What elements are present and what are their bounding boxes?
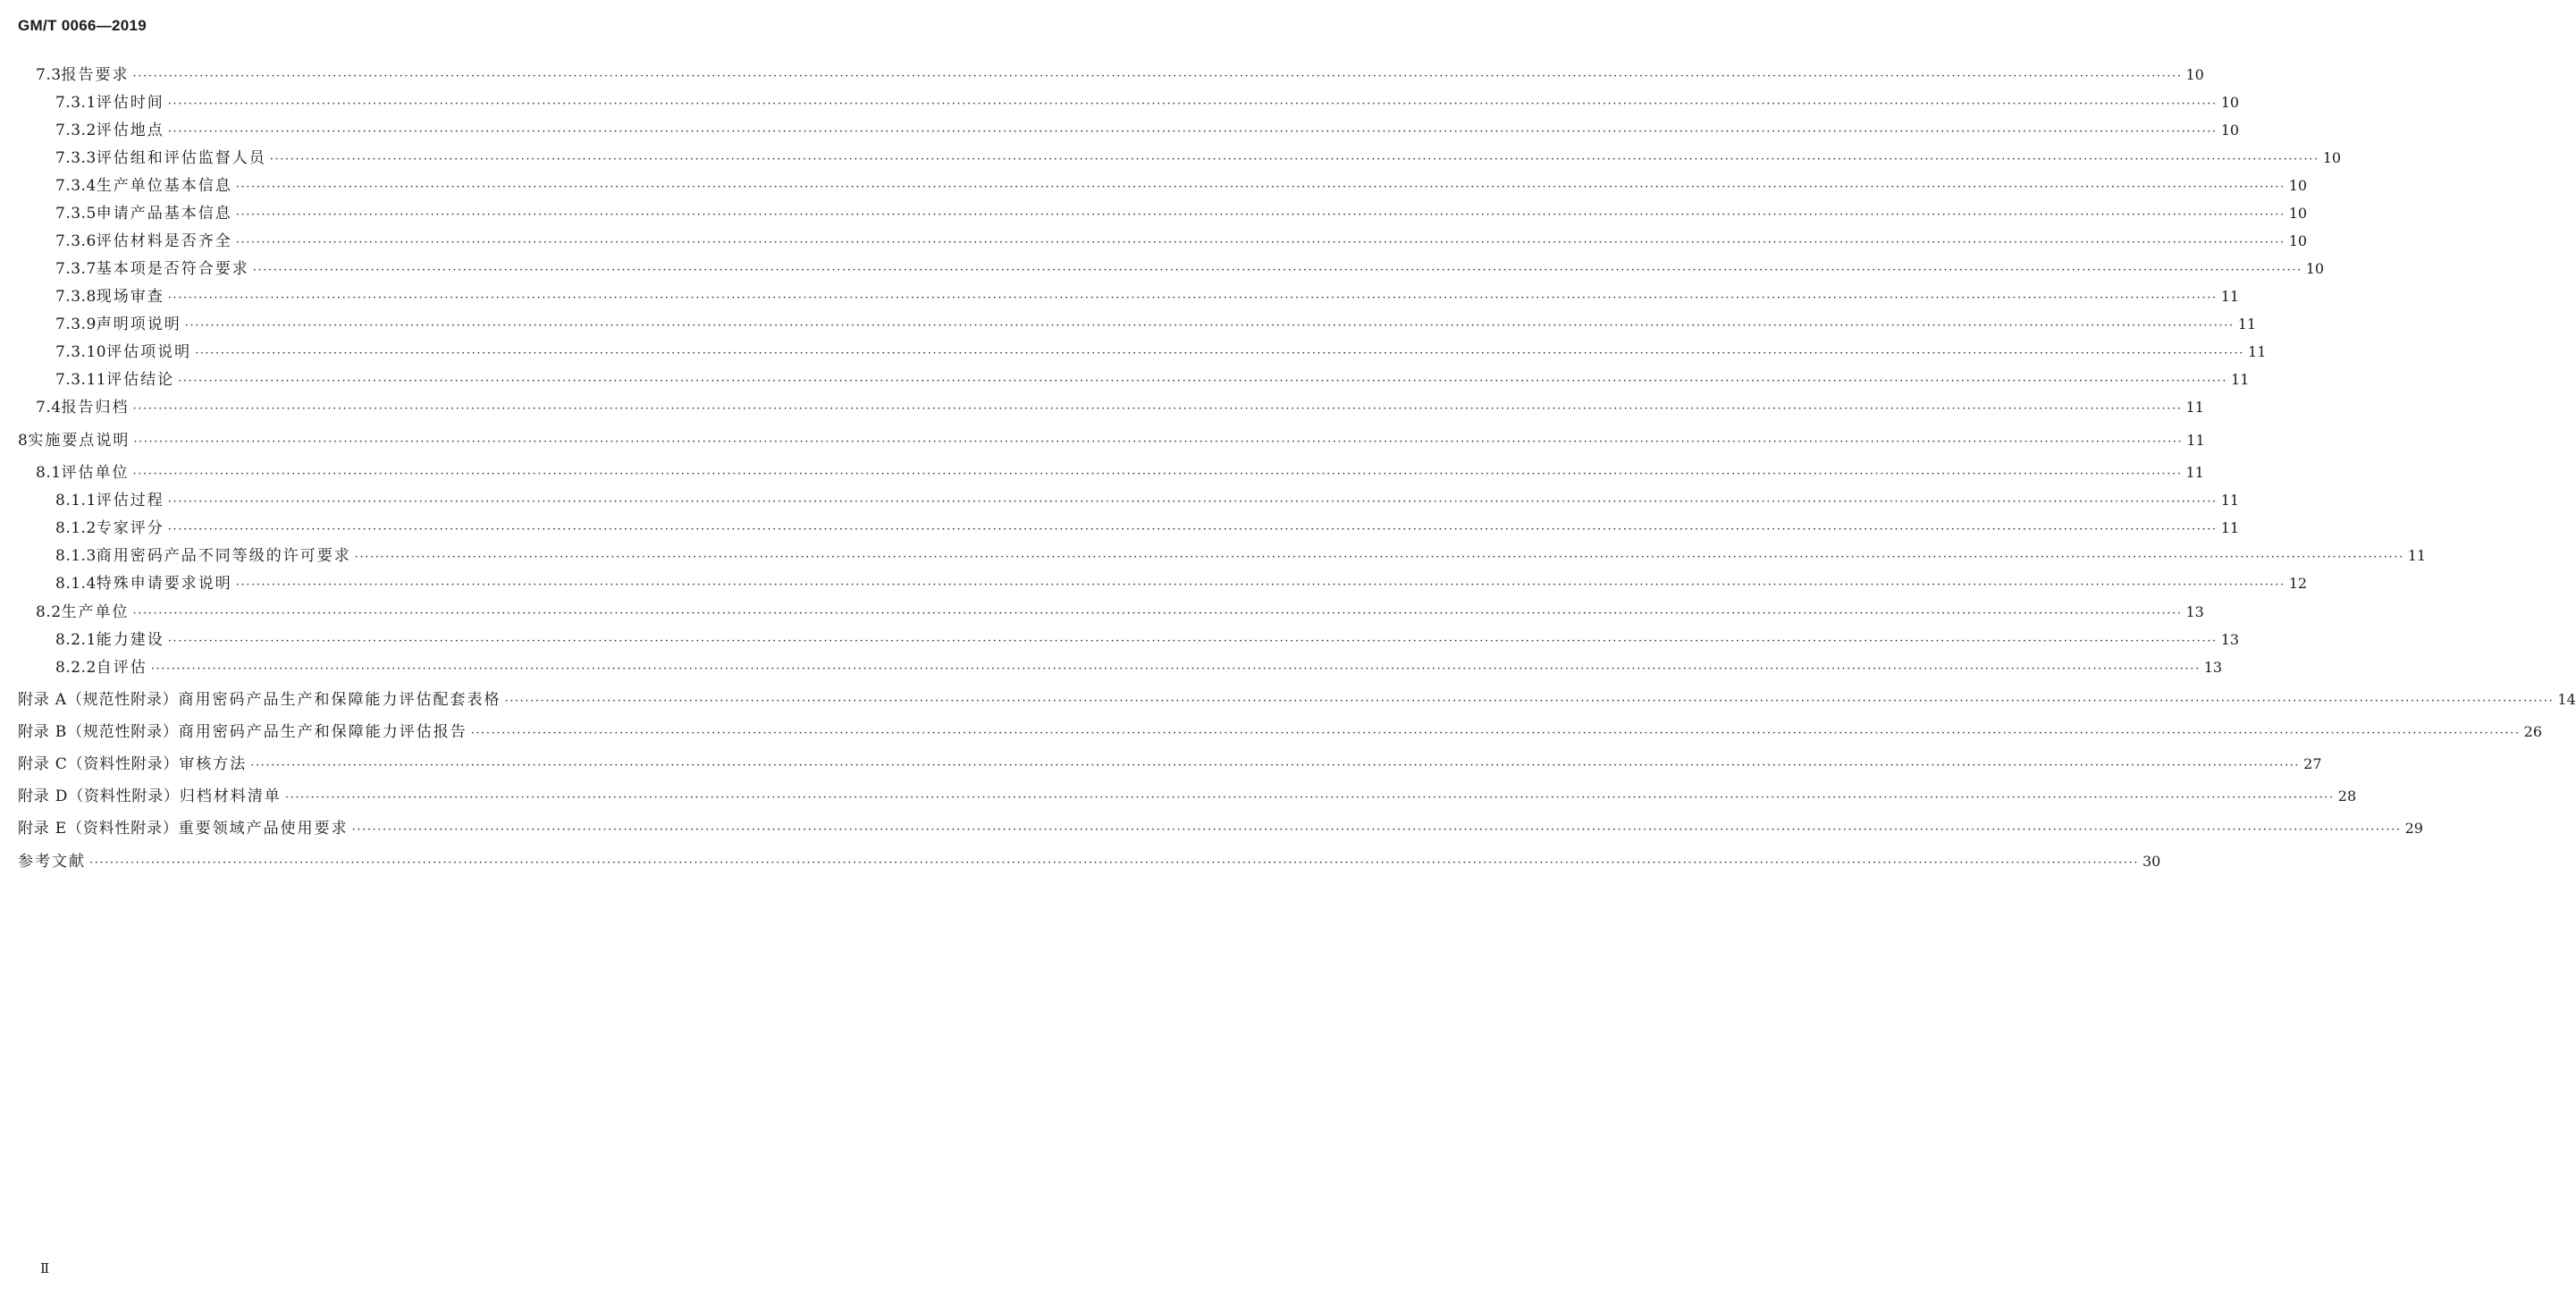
toc-entry[interactable] [55, 573, 2308, 594]
toc-entry-page: 13 [2185, 603, 2204, 620]
toc-entry-page: 11 [2185, 464, 2204, 481]
toc-entry-number: 8.1.2 [55, 519, 97, 537]
toc-entry[interactable] [55, 203, 2308, 224]
toc-entry-title: 参考文献 [18, 853, 86, 871]
toc-dot-leader: ················································································································································································································································································································································································································ [167, 97, 2218, 111]
toc-entry-title: 专家评分 [96, 519, 164, 537]
toc-entry[interactable] [18, 851, 2161, 872]
toc-entry[interactable] [55, 545, 2427, 567]
toc-entry[interactable] [55, 629, 2240, 651]
toc-entry-title: 评估地点 [96, 122, 164, 139]
toc-entry-title: 能力建设 [96, 631, 164, 649]
toc-dot-leader: ················································································································································································································································································································································································································ [132, 467, 2183, 481]
toc-entry[interactable] [55, 657, 2223, 678]
toc-entry[interactable] [55, 341, 2267, 363]
toc-entry-page: 11 [2220, 492, 2240, 509]
standard-code-header: GM/T 0066—2019 [18, 17, 147, 34]
toc-dot-leader: ················································································································································································································································································································································································································ [167, 291, 2218, 305]
toc-entry-number: 7.3.2 [55, 122, 97, 139]
toc-entry-page: 10 [2288, 232, 2308, 249]
toc-entry-number: 附录 D（资料性附录） [18, 787, 180, 805]
toc-dot-leader: ················································································································································································································································································································································································································ [351, 823, 2402, 837]
toc-entry-page: 28 [2337, 787, 2357, 804]
toc-entry[interactable] [55, 314, 2257, 335]
toc-dot-leader: ················································································································································································································································································································································································································ [132, 607, 2183, 620]
toc-entry[interactable] [55, 286, 2240, 307]
toc-entry[interactable] [18, 689, 2576, 711]
toc-entry[interactable] [55, 490, 2240, 511]
toc-entry-page: 13 [2203, 659, 2223, 676]
toc-entry-title: 评估结论 [106, 371, 175, 389]
toc-dot-leader: ················································································································································································································································································································································································································ [132, 402, 2183, 416]
page-number: Ⅱ [40, 1260, 50, 1276]
toc-entry[interactable] [55, 369, 2250, 391]
toc-entry-number: 7.3.6 [55, 232, 97, 250]
toc-entry-page: 10 [2322, 149, 2342, 166]
toc-entry-number: 8.1.3 [55, 547, 97, 565]
toc-entry-title: 实施要点说明 [28, 432, 130, 450]
toc-entry-title: 审核方法 [179, 755, 248, 773]
toc-entry-page: 11 [2248, 343, 2267, 360]
toc-entry-page: 26 [2523, 723, 2542, 740]
toc-entry-title: 商用密码产品不同等级的许可要求 [96, 547, 351, 565]
toc-entry-number: 7.3.3 [55, 149, 97, 167]
toc-entry-number: 7.3.8 [55, 288, 97, 306]
toc-entry-number: 8 [18, 432, 29, 450]
toc-entry-number: 8.2.2 [55, 659, 97, 677]
toc-entry-page: 10 [2220, 94, 2240, 111]
toc-dot-leader: ················································································································································································································································································································································································································ [133, 435, 2184, 449]
toc-entry[interactable] [18, 430, 2205, 451]
toc-entry-title: 评估材料是否齐全 [96, 232, 232, 250]
toc-entry-title: 特殊申请要求说明 [96, 575, 232, 593]
toc-entry-title: 商用密码产品生产和保障能力评估配套表格 [178, 691, 501, 709]
toc-entry-number: 7.3.10 [55, 343, 107, 361]
toc-entry-title: 生产单位 [61, 603, 130, 621]
toc-entry[interactable] [36, 397, 2204, 418]
toc-entry-number: 附录 C（资料性附录） [18, 755, 180, 773]
toc-entry-number: 附录 E（资料性附录） [18, 820, 179, 838]
toc-entry[interactable] [36, 64, 2204, 86]
toc-entry[interactable] [55, 92, 2240, 114]
toc-entry-title: 评估过程 [96, 492, 164, 510]
toc-entry-number: 7.4 [36, 399, 62, 417]
toc-entry-number: 8.1.1 [55, 492, 97, 510]
toc-entry[interactable] [55, 120, 2240, 141]
toc-dot-leader: ················································································································································································································································································································································································································ [184, 319, 2235, 333]
toc-entry-page: 11 [2237, 316, 2257, 333]
toc-entry-page: 11 [2231, 371, 2250, 388]
toc-dot-leader: ················································································································································································································································································································································································································ [235, 208, 2286, 222]
toc-entry-page: 11 [2185, 399, 2204, 416]
toc-entry-number: 7.3.1 [55, 94, 97, 112]
toc-entry-number: 7.3.9 [55, 316, 97, 333]
toc-entry-title: 声明项说明 [96, 316, 181, 333]
toc-entry[interactable] [55, 147, 2342, 169]
toc-entry-page: 29 [2404, 820, 2423, 837]
toc-dot-leader: ················································································································································································································································································································································································································ [167, 495, 2218, 509]
toc-entry[interactable] [18, 754, 2322, 775]
toc-entry[interactable] [36, 602, 2204, 623]
toc-entry-page: 10 [2288, 177, 2308, 194]
toc-entry[interactable] [55, 231, 2308, 252]
toc-dot-leader: ················································································································································································································································································································································································································ [167, 523, 2218, 536]
toc-dot-leader: ················································································································································································································································································································································································································ [470, 727, 2521, 740]
toc-entry-title: 现场审查 [96, 288, 164, 306]
toc-dot-leader: ················································································································································································································································································································································································································ [167, 635, 2218, 648]
toc-entry-number: 附录 A（规范性附录） [18, 691, 179, 709]
toc-entry-title: 基本项是否符合要求 [96, 260, 249, 278]
toc-entry-title: 评估组和评估监督人员 [96, 149, 266, 167]
toc-dot-leader: ················································································································································································································································································································································································································ [132, 70, 2183, 83]
toc-entry-number: 8.1 [36, 464, 62, 482]
toc-entry-page: 12 [2288, 575, 2308, 592]
toc-dot-leader: ················································································································································································································································································································································································································ [269, 153, 2319, 166]
toc-entry-page: 10 [2220, 122, 2240, 139]
toc-entry[interactable] [55, 175, 2308, 197]
toc-dot-leader: ················································································································································································································································································································································································································ [235, 578, 2286, 592]
toc-entry[interactable] [18, 721, 2542, 743]
toc-entry-title: 评估时间 [96, 94, 164, 112]
toc-entry-number: 7.3 [36, 66, 62, 84]
toc-dot-leader: ················································································································································································································································································································································································································ [235, 181, 2286, 194]
toc-entry[interactable] [36, 462, 2204, 484]
toc-entry-number: 7.3.7 [55, 260, 97, 278]
toc-entry-title: 重要领域产品使用要求 [178, 820, 349, 838]
toc-entry[interactable] [18, 786, 2357, 807]
toc-entry-title: 归档材料清单 [179, 787, 282, 805]
toc-entry-number: 7.3.5 [55, 205, 97, 223]
toc-dot-leader: ················································································································································································································································································································································································································ [150, 662, 2201, 676]
toc-entry-number: 8.1.4 [55, 575, 97, 593]
toc-entry-page: 13 [2220, 631, 2240, 648]
toc-entry-page: 11 [2220, 519, 2240, 536]
toc-entry-title: 评估项说明 [106, 343, 192, 361]
toc-entry[interactable] [18, 818, 2423, 839]
toc-dot-leader: ················································································································································································································································································································································································································ [252, 264, 2302, 277]
toc-entry-page: 10 [2185, 66, 2204, 83]
toc-entry-page: 11 [2407, 547, 2427, 564]
toc-entry[interactable] [55, 258, 2325, 280]
toc-dot-leader: ················································································································································································································································································································································································································ [250, 759, 2301, 772]
toc-entry[interactable] [55, 518, 2240, 539]
toc-dot-leader: ················································································································································································································································································································································································································ [284, 791, 2335, 804]
toc-entry-title: 申请产品基本信息 [96, 205, 232, 223]
toc-entry-page: 10 [2288, 205, 2308, 222]
toc-entry-page: 14 [2557, 691, 2576, 708]
toc-entry-page: 27 [2303, 755, 2322, 772]
toc-entry-number: 附录 B（规范性附录） [18, 723, 179, 741]
toc-dot-leader: ················································································································································································································································································································································································································ [89, 856, 2139, 870]
toc-entry-number: 7.3.11 [55, 371, 107, 389]
toc-entry-title: 自评估 [96, 659, 147, 677]
toc-entry-title: 报告要求 [61, 66, 130, 84]
toc-entry-page: 30 [2142, 853, 2161, 870]
toc-dot-leader: ················································································································································································································································································································································································································ [195, 347, 2245, 360]
toc-dot-leader: ················································································································································································································································································································································································································ [167, 125, 2218, 139]
toc-entry-number: 8.2.1 [55, 631, 97, 649]
toc-dot-leader: ················································································································································································································································································································································································································ [178, 375, 2228, 388]
toc-entry-page: 10 [2305, 260, 2325, 277]
toc-entry-title: 生产单位基本信息 [96, 177, 232, 195]
toc-entry-number: 8.2 [36, 603, 62, 621]
toc-dot-leader: ················································································································································································································································································································································································································ [504, 695, 2555, 708]
toc-entry-page: 11 [2186, 432, 2205, 449]
toc-entry-page: 11 [2220, 288, 2240, 305]
toc-entry-title: 评估单位 [61, 464, 130, 482]
toc-entry-number: 7.3.4 [55, 177, 97, 195]
toc-entry-title: 商用密码产品生产和保障能力评估报告 [178, 723, 467, 741]
toc-dot-leader: ················································································································································································································································································································································································································ [235, 236, 2286, 249]
toc-dot-leader: ················································································································································································································································································································································································································ [354, 551, 2404, 564]
toc-entry-title: 报告归档 [61, 399, 130, 417]
